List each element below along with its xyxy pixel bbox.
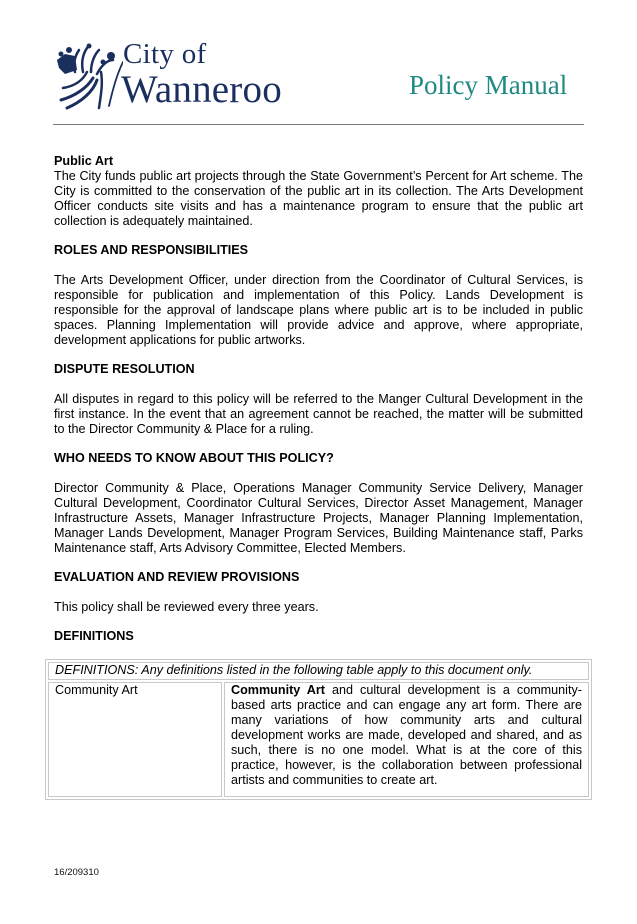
section-paragraph: This policy shall be reviewed every three years. (54, 600, 319, 614)
section-definitions (54, 629, 583, 644)
kangaroo-paw-flower-icon (53, 38, 123, 110)
section-heading: DISPUTE RESOLUTION (54, 362, 195, 376)
page-title: Policy Manual (409, 70, 568, 100)
definitions-table (45, 659, 592, 800)
section-roles (54, 243, 583, 348)
section-heading: ROLES AND RESPONSIBILITIES (54, 243, 249, 257)
document-body (54, 154, 583, 659)
section-dispute-resolution (54, 362, 583, 437)
document-number: 16/209310 (54, 867, 99, 878)
section-paragraph: The City funds public art projects through the State Government’s Percent for Art scheme. The City is committed to the conservation of the public art in its collection. The Arts Development Officer conducts site visits and has a maintenance program to ensure that the public art collection is adequately maintained. (54, 169, 583, 228)
definition-text: and cultural development is a community-based arts practice and can engage any art form. There are many variations of how community arts and cultural development works are made, developed and shared, and as such, there is no one model. What is at the core of this practice, however, is the collaboration between professional artists and communities to create art. (231, 683, 582, 787)
section-evaluation (54, 570, 583, 615)
logo-text-wanneroo: Wanneroo (121, 68, 282, 111)
section-paragraph: The Arts Development Officer, under direction from the Coordinator of Cultural Services, is responsible for publication and implementation of this Policy. Lands Development is responsible for the approval of landscape plans where public art is to be included in public spaces. Planning Implementation will provide advice and approve, where appropriate, development applications for public artworks. (54, 273, 583, 347)
city-of-wanneroo-logo (53, 38, 293, 112)
section-heading: WHO NEEDS TO KNOW ABOUT THIS POLICY? (54, 451, 334, 465)
section-who-needs-to-know (54, 451, 583, 556)
section-public-art (54, 154, 583, 229)
table-caption-row (48, 662, 589, 680)
definition-bold-term: Community Art (231, 683, 325, 697)
logo-text-city-of: City of (123, 38, 207, 70)
table-row (48, 682, 589, 797)
definition-term: Community Art (48, 682, 222, 797)
section-heading: Public Art (54, 154, 114, 168)
section-heading: EVALUATION AND REVIEW PROVISIONS (54, 570, 300, 584)
section-paragraph: Director Community & Place, Operations Manager Community Service Delivery, Manager Cultural Development, Coordinator Cultural Services, Director Asset Management, Manager Infrastructure Assets, Manager Infrastructure Projects, Manager Planning Implementation, Manager Lands Development, Manager Program Services, Building Maintenance staff, Parks Maintenance staff, Arts Advisory Committee, Elected Members. (54, 481, 583, 555)
section-paragraph: All disputes in regard to this policy will be referred to the Manger Cultural Development in the first instance. In the event that an agreement cannot be reached, the matter will be submitted to the Director Community & Place for a ruling. (54, 392, 583, 436)
header-divider (53, 124, 584, 125)
definition-description (224, 682, 589, 797)
section-heading: DEFINITIONS (54, 629, 134, 643)
table-caption: DEFINITIONS: Any definitions listed in the following table apply to this document only. (48, 662, 589, 680)
